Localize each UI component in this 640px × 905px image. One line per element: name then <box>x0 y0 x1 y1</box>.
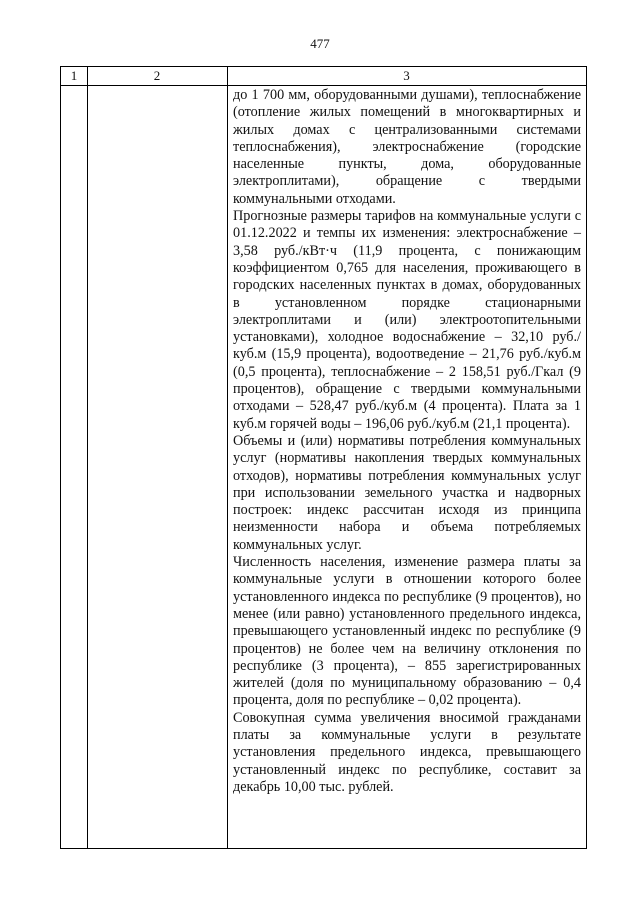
paragraph-population: Численность населения, изменение размера платы за коммунальные услуги в отношении которого более установленного индекса по республике (9 процентов), но менее (или равно) установленного предельного индекса, превышающего установленный индекс по республике (9 процентов) не более чем на величину отклонения по республике (3 процента), – 855 зарегистрированных жителей (доля по муниципальному образованию – 0,4 процента, доля по республике – 0,02 процента). <box>233 554 581 709</box>
paragraph-tariff-forecast: Прогнозные размеры тарифов на коммунальные услуги с 01.12.2022 и темпы их изменения: электроснабжение – 3,58 руб./кВт·ч (11,9 процента, с понижающим коэффициентом 0,765 для населения, проживающего в городских населенных пунктах в домах, оборудованных в установленном порядке стационарными электроплитами и (или) электроотопительными установками), холодное водоснабжение – 32,10 руб./куб.м (15,9 процента), водоотведение – 21,76 руб./куб.м (0,5 процента), теплоснабжение – 2 158,51 руб./Гкал (9 процентов), обращение с твердыми коммунальными отходами – 528,47 руб./куб.м (4 процента). Плата за 1 куб.м горячей воды – 196,06 руб./куб.м (21,1 процента). <box>233 208 581 432</box>
document-table <box>60 66 587 849</box>
column-header-1: 1 <box>70 68 78 83</box>
paragraph-consumption-norms: Объемы и (или) нормативы потребления коммунальных услуг (нормативы накопления твердых коммунальных отходов), нормативы потребления коммунальных услуг при использовании земельного участка и надворных построек: индекс рассчитан исходя из принципа неизменности набора и объема потребляемых коммунальных услуг. <box>233 432 581 553</box>
column-divider-1 <box>87 67 88 848</box>
column-header-2: 2 <box>153 68 161 83</box>
table-header-row <box>61 67 586 86</box>
column-divider-2 <box>227 67 228 848</box>
column-3-content <box>233 87 581 796</box>
page-number: 477 <box>310 36 330 51</box>
paragraph-total-increase: Совокупная сумма увеличения вносимой гражданами платы за коммунальные услуги в результате установления предельного индекса, превышающего установленный индекс по республике, составит за декабрь 10,00 тыс. рублей. <box>233 709 581 795</box>
paragraph-utilities-list: до 1 700 мм, оборудованными душами), теплоснабжение (отопление жилых помещений в многоквартирных и жилых домах с централизованными системами теплоснабжения), электроснабжение (городские населенные пункты, дома, оборудованные электроплитами), обращение с твердыми коммунальными отходами. <box>233 87 581 207</box>
column-header-3: 3 <box>403 68 410 83</box>
